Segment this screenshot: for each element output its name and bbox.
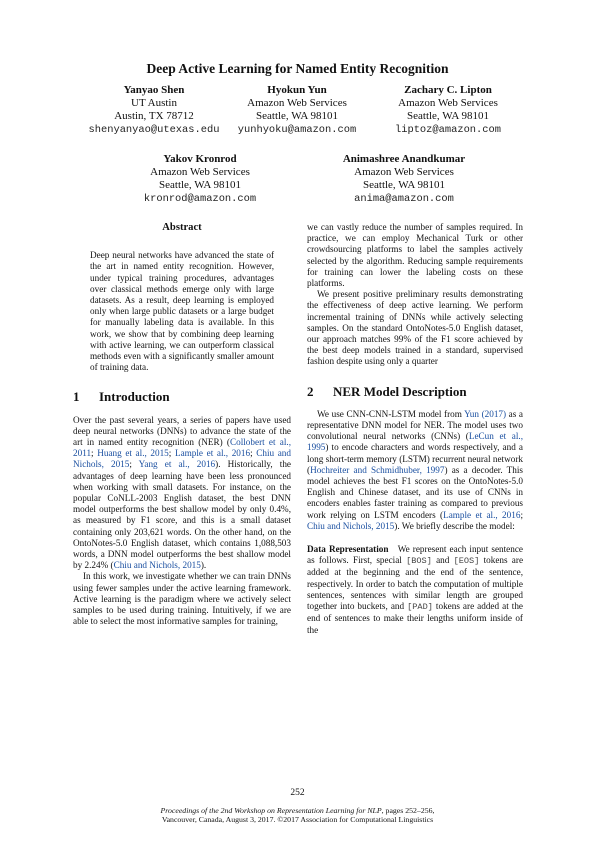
text: tokens are added at the beginning and the end of the sentence, respectively. In order to batch the computation of multiple sentences, sentences with similar length are grouped together into buckets, and (307, 555, 524, 612)
token-bos: [BOS] (406, 556, 432, 567)
author-block (212, 84, 382, 137)
citation-link[interactable]: Lample et al., 2016 (443, 509, 521, 520)
author-email[interactable]: shenyanyao@utexas.edu (88, 123, 220, 136)
citation-link[interactable]: Collobert et al., 2011 (73, 437, 291, 459)
text: Over the past several years, a series of papers have used deep neural networks (DNNs) to advance the state of the art in named entity recognition (NER) ( (73, 414, 291, 448)
citation-link[interactable]: Yang et al., 2016 (138, 459, 216, 470)
author-affiliation: Amazon Web Services (354, 166, 454, 179)
footer-venue: Proceedings of the 2nd Workshop on Representation Learning for NLP (160, 806, 382, 815)
citation-link[interactable]: LeCun et al., 1995 (307, 431, 523, 453)
author-name: Yanyao Shen (123, 84, 185, 96)
section-heading-introduction (73, 389, 291, 405)
citation-link[interactable]: Hochreiter and Schmidhuber, 1997 (310, 464, 445, 475)
author-name: Animashree Anandkumar (342, 153, 466, 165)
author-email[interactable]: liptoz@amazon.com (394, 123, 501, 136)
section-number: 2 (307, 383, 314, 399)
text: and (431, 555, 454, 566)
paragraph-title: Data Representation (307, 544, 389, 555)
intro-paragraph-1: Over the past several years, a series of papers have used deep neural networks (DNNs) to advance the state of the art in named entity recognition (NER) (Collobert et al., 2011; Huang et al., 2015; Lample et al., 2016; Chiu and Nichols, 2015; Yang et al., 2016). Historically, the advantages of deep learning have been less pronounced when working with small datasets. For instance, on the popular CoNLL-2003 English dataset, the best DNN model outperforms the best shallow model by only 0.4%, as measured by F1 score, and this is a small dataset containing only 203,621 words. On the other hand, on the OntoNotes-5.0 English dataset, which contains 1,088,503 words, a DNN model outperforms the best shallow model by 2.24% (Chiu and Nichols, 2015). (73, 414, 291, 571)
abstract-text: Deep neural networks have advanced the state of the art in named entity recognition. However, under typical training procedures, advantages over classical methods emerge only with large datasets. As a result, deep learning is employed only when large public datasets or a large budget for manually labeling data is available. In this work, we show that by combining deep learning with active learning, we can outperform classical methods even with a significantly smaller amount of training data. (90, 250, 274, 373)
author-email[interactable]: anima@amazon.com (354, 192, 454, 205)
citation-link[interactable]: Chiu and Nichols, 2015 (307, 520, 395, 531)
author-block (115, 153, 285, 206)
citation-link[interactable]: Chiu and Nichols, 2015 (73, 448, 291, 470)
section-title: NER Model Description (333, 383, 467, 399)
author-affiliation: Amazon Web Services (398, 97, 498, 110)
author-address: Austin, TX 78712 (114, 110, 194, 123)
citation-link[interactable]: Chiu and Nichols, 2015 (113, 560, 201, 571)
footer-pages: , pages 252–256, (381, 806, 435, 815)
author-email[interactable]: yunhyoku@amazon.com (237, 123, 357, 136)
intro-paragraph-continued: we can vastly reduce the number of samples required. In practice, we can employ Mechanical Turk or other crowdsourcing platforms to label the samples actively selected by the algorithm. Reducing sample requirements for training can lower the labeling costs on these platforms. (307, 222, 523, 289)
author-name: Zachary C. Lipton (404, 84, 492, 96)
text: ) as a decoder. This model achieves the best F1 scores on the OntoNotes-5.0 English and Chinese dataset, and its use of CNNs in encoders enables faster training as compared to previous work relying on LSTM encoders ( (307, 464, 523, 520)
abstract-heading: Abstract (162, 222, 202, 233)
right-column (307, 222, 523, 636)
text: ) to encode characters and words respectively, and a long short-term memory (LSTM) recurrent neural network ( (307, 442, 523, 475)
author-name: Hyokun Yun (267, 84, 327, 96)
author-address: Seattle, WA 98101 (363, 179, 445, 192)
citation-link[interactable]: Huang et al., 2015 (97, 448, 169, 459)
author-block (363, 84, 533, 137)
author-address: Seattle, WA 98101 (407, 110, 489, 123)
text: as a representative DNN model for NER. The model uses two convolutional neural networks (CNNs) ( (307, 408, 524, 442)
text: ). (200, 560, 207, 571)
text: ). Historically, the advantages of deep learning have been less pronounced when working with small datasets. For instance, on the popular CoNLL-2003 English dataset, the best DNN model outperforms the best shallow model by only 0.4%, as measured by F1 score, and this is a small dataset containing only 203,621 words. On the other hand, on the OntoNotes-5.0 English dataset, which contains 1,088,503 words, a DNN model outperforms the best shallow model by 2.24% ( (73, 459, 291, 571)
text: tokens are added at the end of sentences to make their lengths uniform inside of the (307, 601, 523, 635)
author-block (309, 153, 499, 206)
intro-paragraph-3: We present positive preliminary results demonstrating the effectiveness of deep active learning. We perform incremental training of DNNs while actively selecting samples. On the standard OntoNotes-5.0 English dataset, our approach matches 99% of the F1 score achieved by the best deep models trained in a standard, supervised fashion despite using only a quarter (307, 289, 523, 367)
section-heading-ner-model (307, 383, 523, 399)
author-address: Seattle, WA 98101 (256, 110, 338, 123)
left-column (73, 222, 291, 628)
paper-title: Deep Active Learning for Named Entity Recognition (146, 61, 449, 76)
section-title: Introduction (99, 389, 170, 405)
model-paragraph-2 (307, 544, 523, 636)
token-eos: [EOS] (453, 556, 480, 567)
author-affiliation: Amazon Web Services (150, 166, 250, 179)
text: ). We briefly describe the model: (394, 520, 515, 531)
author-address: Seattle, WA 98101 (159, 179, 241, 192)
footer-line-1 (0, 806, 595, 815)
section-number: 1 (73, 389, 80, 405)
author-affiliation: UT Austin (131, 97, 177, 110)
proceedings-footer (0, 806, 595, 825)
text: We represent each input sentence as follows. First, special (307, 544, 523, 566)
page-number: 252 (290, 788, 305, 798)
citation-link[interactable]: Lample et al., 2016 (174, 448, 251, 459)
author-email[interactable]: kronrod@amazon.com (143, 192, 257, 205)
intro-paragraph-2: In this work, we investigate whether we can train DNNs using fewer samples under the active learning framework. Active learning is the paradigm where we actively select samples to be used during training. Intuitively, if we are able to select the most informative samples for training, (73, 571, 291, 627)
token-pad: [PAD] (407, 602, 433, 613)
author-affiliation: Amazon Web Services (247, 97, 347, 110)
text: We use CNN-CNN-LSTM model from (317, 408, 465, 419)
model-paragraph-1: We use CNN-CNN-LSTM model from Yun (2017) as a representative DNN model for NER. The model uses two convolutional neural networks (CNNs) (LeCun et al., 1995) to encode characters and words respectively, and a long short-term memory (LSTM) recurrent neural network (Hochreiter and Schmidhuber, 1997) as a decoder. This model achieves the best F1 scores on the OntoNotes-5.0 English and Chinese dataset, and its use of CNNs in encoders enables faster training as compared to previous work relying on LSTM encoders (Lample et al., 2016; Chiu and Nichols, 2015). We briefly describe the model: (307, 408, 524, 531)
footer-line-2: Vancouver, Canada, August 3, 2017. ©2017 Association for Computational Linguistics (161, 815, 434, 825)
citation-link[interactable]: Yun (2017) (464, 408, 507, 419)
author-name: Yakov Kronrod (163, 153, 237, 165)
